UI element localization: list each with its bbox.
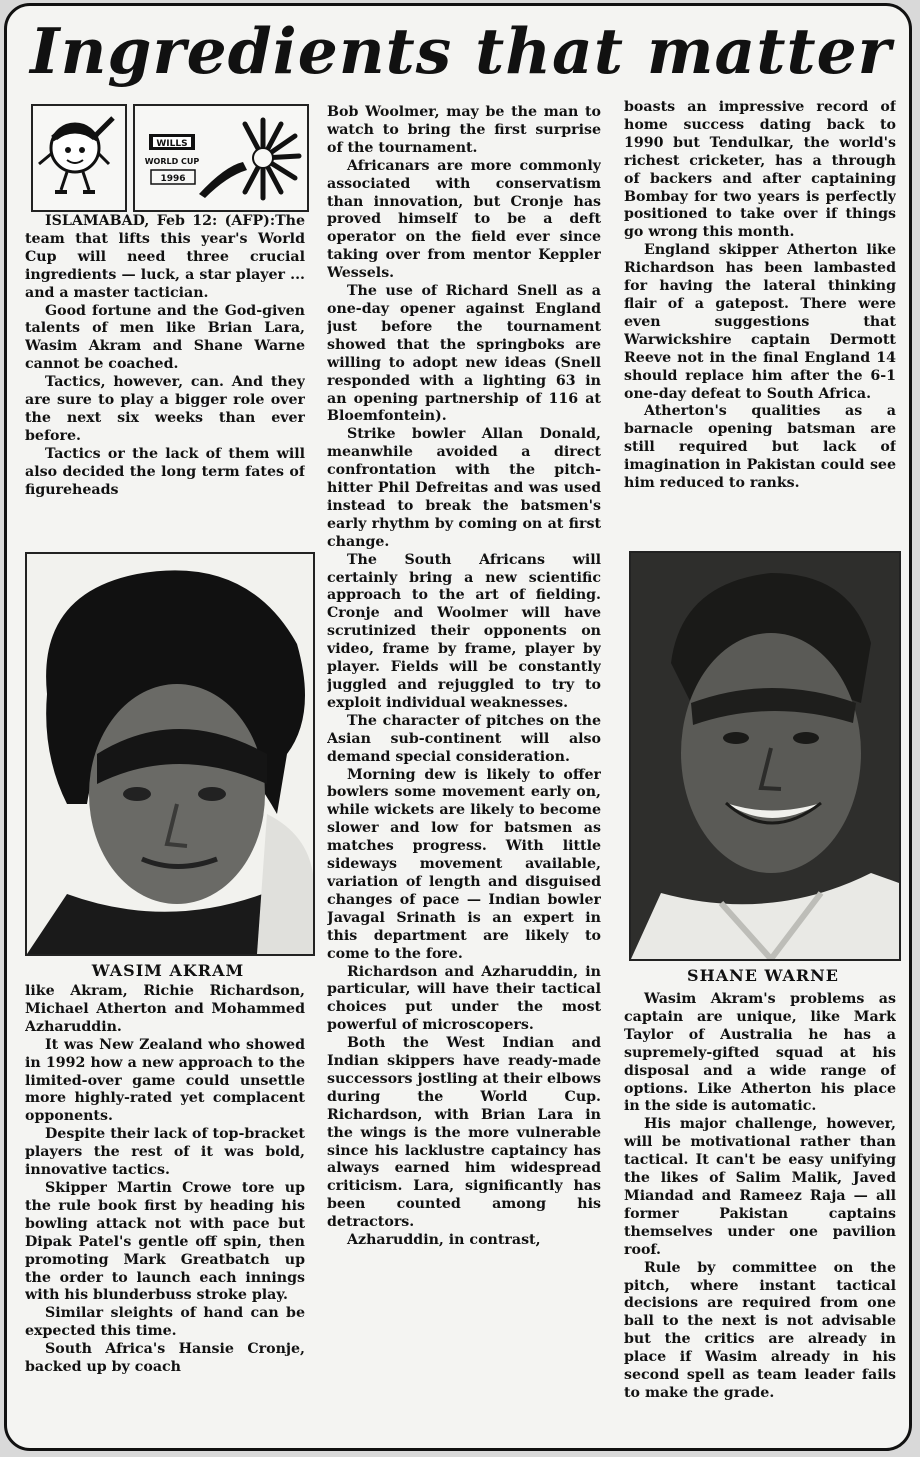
paragraph: Azharuddin, in contrast,: [347, 1232, 541, 1249]
paragraph: South Africa's Hansie Cronje, backed up by coach: [25, 1341, 305, 1376]
paragraph: boasts an impressive record of home success dating back to 1990 but Tendulkar, the world's richest cricketer, has a through of backers and after captaining Bombay for two years is perfectly positioned to take over if things go wrong this month.: [624, 99, 896, 241]
wills-sunburst-icon: [135, 106, 307, 210]
svg-text:WORLD CUP: WORLD CUP: [144, 157, 200, 166]
photo-caption-wasim-akram: WASIM AKRAM: [91, 961, 245, 980]
paragraph: like Akram, Richie Richardson, Michael Atherton and Mohammed Azharuddin.: [25, 983, 305, 1035]
paragraph: The South Africans will certainly bring a new scientific approach to the art of fielding. Cronje and Woolmer will have scrutinized their opponents on video, frame by frame, player by player. Fields will be constantly juggled and rejuggled to try to exploit individual weaknesses.: [327, 551, 601, 711]
column-3-bottom: [624, 991, 896, 1445]
paragraph: England skipper Atherton like Richardson has been lambasted for having the lateral thinking flair of a gatepost. There were even suggestions that Warwickshire captain Dermott Reeve not in the final England 14 should replace him after the 6-1 one-day defeat to South Africa.: [624, 242, 896, 402]
paragraph: Bob Woolmer, may be the man to watch to bring the first surprise of the tournament.: [327, 104, 601, 156]
paragraph: ISLAMABAD, Feb 12: (AFP):The team that lifts this year's World Cup will need three crucial ingredients — luck, a star player ... and a master tactician.: [25, 213, 305, 301]
column-1-top: [25, 213, 305, 551]
column-3-top: [624, 99, 896, 551]
column-2: [327, 104, 601, 1444]
column-1-bottom: [25, 983, 305, 1445]
paragraph: Morning dew is likely to offer bowlers some movement early on, while wickets are likely to become slower and low for batsmen as matches progress. With little sideways movement available, variation of length and disguised changes of pace — Indian bowler Javagal Srinath is an expert in this department are likely to come to the fore.: [327, 766, 601, 962]
paragraph: Good fortune and the God-given talents of men like Brian Lara, Wasim Akram and Shane Warne cannot be coached.: [25, 302, 305, 373]
paragraph: Atherton's qualities as a barnacle opening batsman are still required but lack of imagination in Pakistan could see him reduced to ranks.: [624, 403, 896, 492]
paragraph: It was New Zealand who showed in 1992 how a new approach to the limited-over game could unsettle more highly-rated yet complacent opponents.: [25, 1036, 305, 1125]
paragraph: The use of Richard Snell as a one-day opener against England just before the tournament showed that the springboks are willing to adopt new ideas (Snell responded with a lighting 63 in an opening partnership of 116 at Bloemfontein).: [327, 283, 601, 425]
paragraph: Rule by committee on the pitch, where instant tactical decisions are required from one ball to the next is not advisable but the critics are already in place if Wasim already in his second spell as team leader fails to make the grade.: [624, 1259, 896, 1401]
paragraph: The character of pitches on the Asian sub-continent will also demand special consideration.: [327, 712, 601, 765]
paragraph: Despite their lack of top-bracket players the rest of it was bold, innovative tactics.: [25, 1126, 305, 1179]
mascot-logo: [31, 104, 127, 212]
paragraph: Tactics, however, can. And they are sure to play a bigger role over the next six weeks than ever before.: [25, 374, 305, 444]
paragraph: Africanars are more commonly associated with conservatism than innovation, but Cronje has proved himself to be a deft operator on the field ever since taking over from mentor Keppler Wessels.: [327, 157, 601, 282]
paragraph: Strike bowler Allan Donald, meanwhile avoided a direct confrontation with the pitch-hitter Phil Defreitas and was used instead to break the batsmen's early rhythm by coming on at first change.: [327, 426, 601, 550]
paragraph: Similar sleights of hand can be expected this time.: [25, 1305, 305, 1340]
wills-world-cup-logo: [133, 104, 309, 212]
paragraph: Richardson and Azharuddin, in particular, will have their tactical choices put under the most powerful of microscopers.: [327, 963, 601, 1034]
svg-text:1996: 1996: [160, 174, 186, 184]
photo-wasim-akram: [25, 552, 315, 956]
svg-text:WILLS: WILLS: [156, 139, 188, 149]
photo-shane-warne: [629, 551, 901, 961]
newspaper-clipping: [4, 3, 912, 1451]
paragraph: Both the West Indian and Indian skippers have ready-made successors jostling at their elbows during the World Cup. Richardson, with Brian Lara in the wings is the more vulnerable since his lacklustre captaincy has always earned him widespread criticism. Lara, significantly has been counted among his detractors.: [327, 1035, 601, 1231]
paragraph: Skipper Martin Crowe tore up the rule book first by heading his bowling attack not with pace but Dipak Patel's gentle off spin, then promoting Mark Greatbatch up the order to launch each innings with his blunderbuss stroke play.: [25, 1179, 305, 1304]
paragraph: Tactics or the lack of them will also decided the long term fates of figureheads: [25, 445, 305, 498]
paragraph: Wasim Akram's problems as captain are unique, like Mark Taylor of Australia he has a supremely-gifted squad at his disposal and a wide range of options. Like Atherton his place in the side is automatic.: [624, 991, 896, 1115]
photo-caption-shane-warne: SHANE WARNE: [687, 966, 839, 985]
dateline: ISLAMABAD, Feb 12: (AFP):: [45, 213, 276, 229]
headline: Ingredients that matter: [30, 14, 892, 88]
cricket-ball-mascot-icon: [33, 106, 125, 210]
paragraph: His major challenge, however, will be motivational rather than tactical. It can't be easy unifying the likes of Salim Malik, Javed Miandad and Rameez Raja — all former Pakistan captains themselves under one pavilion roof.: [624, 1116, 896, 1258]
